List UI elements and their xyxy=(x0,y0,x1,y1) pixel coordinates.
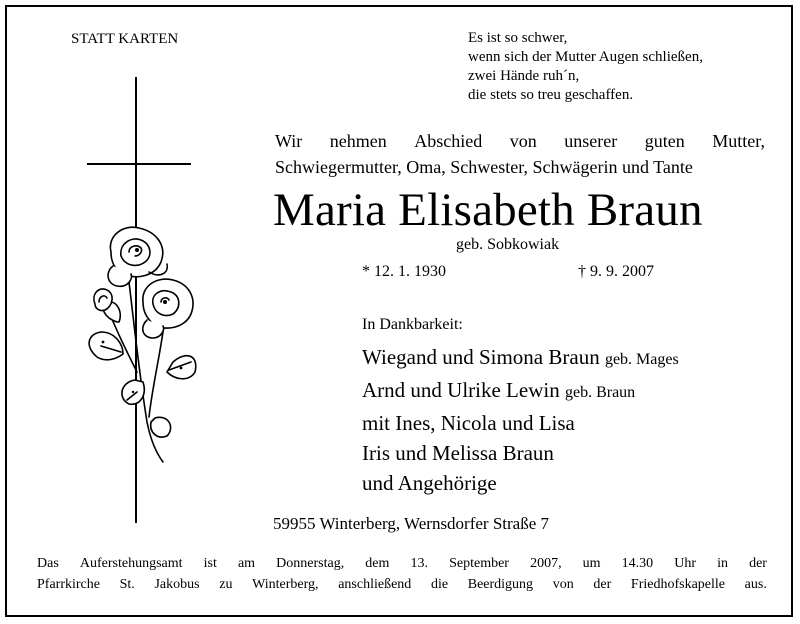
service-line-1 xyxy=(37,553,767,574)
service-word: Das xyxy=(37,556,59,571)
service-details xyxy=(37,553,767,595)
mourner-name: Arnd und Ulrike Lewin xyxy=(362,378,560,402)
birth-date: * 12. 1. 1930 xyxy=(362,263,446,280)
mourners-list xyxy=(362,342,679,498)
service-word: September xyxy=(449,556,509,571)
statt-karten-header: STATT KARTEN xyxy=(71,31,179,47)
service-word: von xyxy=(552,577,574,592)
service-word: um xyxy=(582,556,601,571)
intro-word: Mutter, xyxy=(712,131,765,151)
service-word: am xyxy=(237,556,256,571)
service-word: Friedhofskapelle xyxy=(630,577,726,592)
poem-line: die stets so treu geschaffen. xyxy=(468,87,634,103)
cross-beam xyxy=(87,163,191,165)
deceased-name: Maria Elisabeth Braun xyxy=(273,184,703,236)
roses-illustration xyxy=(77,222,207,472)
gratitude-label: In Dankbarkeit: xyxy=(362,316,463,333)
service-word: 2007, xyxy=(530,556,562,571)
mourner-line xyxy=(362,342,679,375)
poem xyxy=(468,29,778,105)
service-word: Donnerstag, xyxy=(276,556,345,571)
service-word: Uhr xyxy=(674,556,697,571)
service-word: anschließend xyxy=(338,577,412,592)
intro-word: Wir xyxy=(275,131,303,151)
intro-word: Abschied xyxy=(414,131,483,151)
mourner-name: Iris und Melissa Braun xyxy=(362,441,554,465)
intro-word: unserer xyxy=(564,131,618,151)
service-word: die xyxy=(430,577,449,592)
poem-line: wenn sich der Mutter Augen schließen, xyxy=(468,49,703,65)
death-date: † 9. 9. 2007 xyxy=(578,263,654,280)
service-word: aus. xyxy=(744,577,767,592)
birth-name: geb. Sobkowiak xyxy=(456,236,560,253)
mourner-suffix: geb. Braun xyxy=(564,384,636,401)
mourner-line xyxy=(362,408,679,438)
intro-word: nehmen xyxy=(329,131,387,151)
service-word: St. xyxy=(119,577,135,592)
service-word: ist xyxy=(203,556,217,571)
intro-line-2: Schwiegermutter, Oma, Schwester, Schwägerin und Tante xyxy=(275,157,693,177)
service-word: der xyxy=(749,556,767,571)
service-word: 14.30 xyxy=(621,556,654,571)
mourner-name: mit Ines, Nicola und Lisa xyxy=(362,411,575,435)
service-word: 13. xyxy=(410,556,428,571)
service-word: Beerdigung xyxy=(467,577,534,592)
obituary-card xyxy=(5,5,793,617)
service-word: Jakobus xyxy=(154,577,200,592)
address: 59955 Winterberg, Wernsdorfer Straße 7 xyxy=(273,514,550,533)
intro-text xyxy=(275,128,765,180)
intro-line-1 xyxy=(275,128,765,154)
mourner-line xyxy=(362,375,679,408)
intro-word: guten xyxy=(644,131,685,151)
service-word: in xyxy=(717,556,728,571)
service-word: der xyxy=(593,577,612,592)
mourner-name: und Angehörige xyxy=(362,471,497,495)
service-word: zu xyxy=(219,577,233,592)
service-word: Winterberg, xyxy=(252,577,319,592)
service-line-2 xyxy=(37,574,767,595)
poem-line: zwei Hände ruh´n, xyxy=(468,68,580,84)
service-word: Pfarrkirche xyxy=(37,577,100,592)
mourner-line xyxy=(362,468,679,498)
intro-word: von xyxy=(509,131,537,151)
mourner-name: Wiegand und Simona Braun xyxy=(362,345,600,369)
mourner-line xyxy=(362,438,679,468)
poem-line: Es ist so schwer, xyxy=(468,30,568,46)
mourner-suffix: geb. Mages xyxy=(604,351,679,368)
service-word: Auferstehungsamt xyxy=(79,556,183,571)
service-word: dem xyxy=(365,556,390,571)
